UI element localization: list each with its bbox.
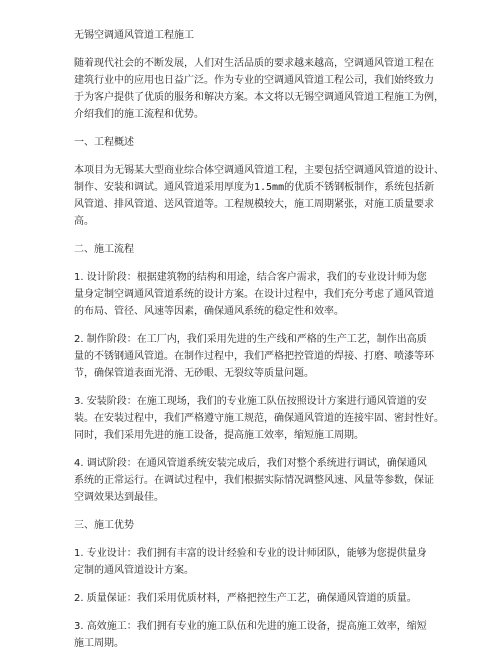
overview-paragraph: [74, 162, 444, 230]
overview-line: [74, 179, 444, 196]
section-heading-overview: 一、工程概述: [74, 137, 134, 148]
section-heading-advantages: 三、施工优势: [74, 520, 134, 531]
intro-line: 建筑行业中的应用也日益广泛。作为专业的空调通风管道工程公司，我们始终致力: [74, 75, 434, 86]
intro-line: 于为客户提供了优质的服务和解决方案。本文将以无锡空调通风管道工程施工为例，: [74, 92, 444, 103]
process-item-installation: [74, 393, 444, 444]
advantage-line: 3. 高效施工：我们拥有专业的施工队伍和先进的施工设备，提高施工效率，缩短: [74, 621, 427, 632]
advantage-item-efficiency: [74, 618, 444, 652]
advantage-item-design: [74, 545, 444, 579]
intro-paragraph: [74, 55, 444, 123]
process-item-commissioning: [74, 455, 444, 506]
process-line: 3. 安装阶段：在施工现场，我们的专业施工队伍按照设计方案进行通风管道的安: [74, 396, 427, 407]
thickness-value: 1.5mm: [254, 182, 285, 193]
intro-line: 随着现代社会的不断发展，人们对生活品质的要求越来越高，空调通风管道工程在: [74, 58, 434, 69]
process-line: 空调效果达到最佳。: [74, 492, 164, 503]
advantage-line: 1. 专业设计：我们拥有丰富的设计经验和专业的设计师团队，能够为您提供量身: [74, 548, 427, 559]
process-line: 4. 调试阶段：在通风管道系统安装完成后，我们对整个系统进行调试，确保通风: [74, 458, 427, 469]
overview-line: 风管道、排风管道、送风管道等。工程规模较大，施工周期紧张，对施工质量要求: [74, 199, 434, 210]
section-heading-process: 二、施工流程: [74, 244, 134, 255]
process-item-design: [74, 269, 444, 320]
process-line: 同时，我们采用先进的施工设备，提高施工效率，缩短施工周期。: [74, 430, 364, 441]
process-line: 1. 设计阶段：根据建筑物的结构和用途，结合客户需求，我们的专业设计师为您: [74, 272, 427, 283]
overview-text: 制作、安装和调试。通风管道采用厚度为: [74, 182, 254, 193]
advantage-item-quality: [74, 590, 444, 607]
document-title: 无锡空调通风管道工程施工: [74, 30, 194, 41]
process-line: 量的不锈钢通风管道。在制作过程中，我们严格把控管道的焊接、打磨、喷漆等环: [74, 351, 434, 362]
overview-line: 本项目为无锡某大型商业综合体空调通风管道工程，主要包括空调通风管道的设计、: [74, 165, 444, 176]
process-line: 装。在安装过程中，我们严格遵守施工规范，确保通风管道的连接牢固、密封性好。: [74, 413, 444, 424]
advantage-line: 2. 质量保证：我们采用优质材料，严格把控生产工艺，确保通风管道的质量。: [74, 593, 417, 604]
process-line: 量身定制空调通风管道系统的设计方案。在设计过程中，我们充分考虑了通风管道: [74, 289, 434, 300]
advantage-line: 施工周期。: [74, 638, 124, 649]
process-line: 系统的正常运行。在调试过程中，我们根据实际情况调整风速、风量等参数，保证: [74, 475, 434, 486]
overview-line: 高。: [74, 216, 94, 227]
intro-line: 介绍我们的施工流程和优势。: [74, 109, 204, 120]
process-line: 节，确保管道表面光滑、无砂眼、无裂纹等质量问题。: [74, 368, 314, 379]
process-item-production: [74, 331, 444, 382]
process-line: 的布局、管径、风速等因素，确保通风系统的稳定性和效率。: [74, 306, 344, 317]
process-line: 2. 制作阶段：在工厂内，我们采用先进的生产线和严格的生产工艺，制作出高质: [74, 334, 427, 345]
overview-text: 的优质不锈钢板制作，系统包括新: [284, 182, 435, 193]
advantage-line: 定制的通风管道设计方案。: [74, 565, 194, 576]
document-page: [74, 27, 444, 663]
